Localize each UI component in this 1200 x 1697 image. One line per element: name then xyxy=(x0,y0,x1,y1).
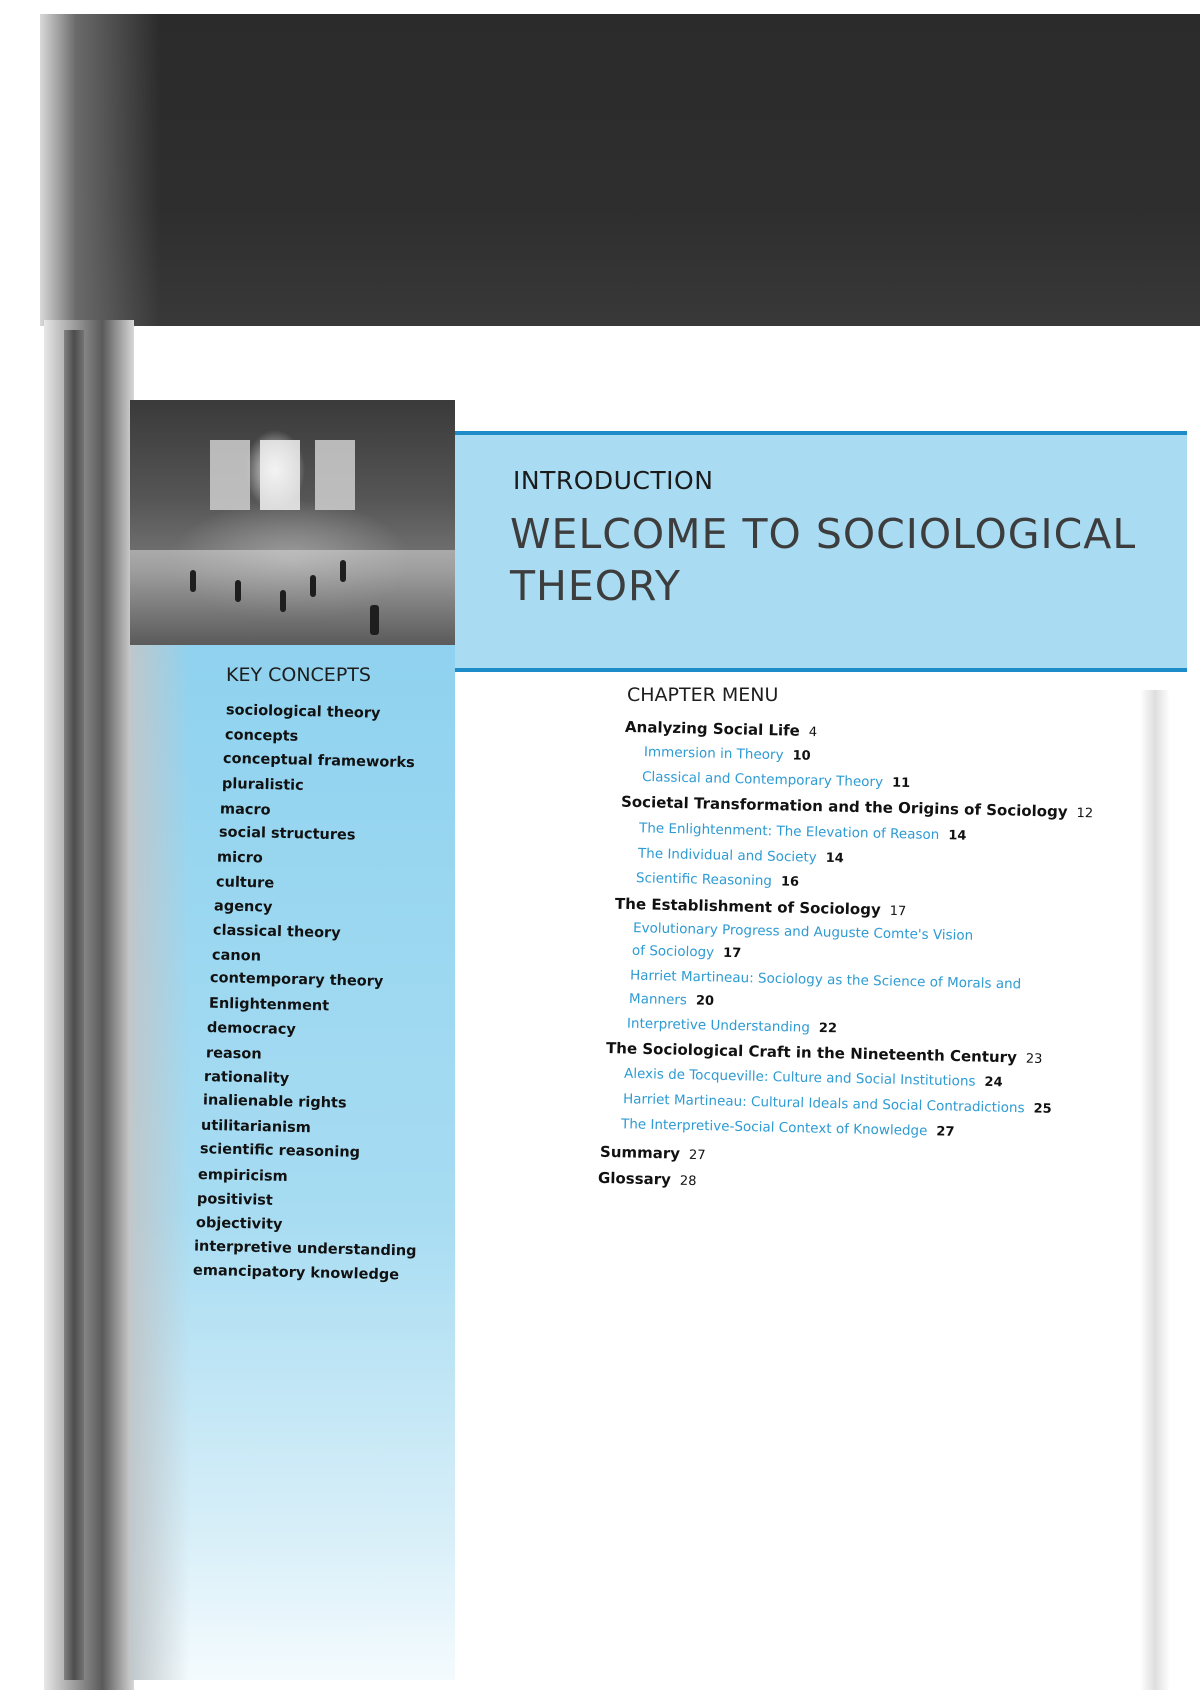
menu-section xyxy=(599,1143,705,1163)
menu-subsection xyxy=(642,769,910,791)
photo-figure xyxy=(370,605,379,635)
key-concept-item: utilitarianism xyxy=(201,1117,312,1137)
menu-page-number: 12 xyxy=(1075,805,1093,822)
menu-subsection xyxy=(628,991,713,1009)
key-concept-item: conceptual frameworks xyxy=(222,750,415,771)
station-concourse-photo xyxy=(130,400,455,645)
photo-figure xyxy=(280,590,286,612)
menu-section xyxy=(598,1169,697,1189)
menu-page-number: 27 xyxy=(936,1124,955,1140)
menu-page-number: 24 xyxy=(984,1074,1003,1091)
key-concept-item: inalienable rights xyxy=(202,1092,347,1113)
key-concept-item: contemporary theory xyxy=(209,970,384,991)
menu-entry-title: The Sociological Craft in the Nineteenth Century xyxy=(605,1039,1017,1067)
menu-subsection xyxy=(643,744,810,764)
scan-torn-edge xyxy=(40,14,160,366)
key-concept-item: sociological theory xyxy=(225,702,381,722)
menu-entry-title: Harriet Martineau: Sociology as the Science of Morals and xyxy=(629,967,1022,993)
menu-page-number: 14 xyxy=(825,850,844,867)
photo-window-center xyxy=(260,440,300,510)
menu-page-number: 27 xyxy=(688,1147,706,1164)
menu-entry-title: The Enlightenment: The Elevation of Reason xyxy=(638,820,940,844)
scan-dark-band xyxy=(40,14,1200,366)
key-concept-item: interpretive understanding xyxy=(193,1238,417,1260)
right-edge-shadow xyxy=(1140,690,1170,1690)
banner-rule-bottom xyxy=(455,668,1187,672)
menu-page-number: 17 xyxy=(722,945,741,962)
menu-subsection xyxy=(624,1066,1003,1091)
chapter-title-line-1: WELCOME TO SOCIOLOGICAL xyxy=(510,510,1137,558)
menu-subsection xyxy=(631,943,741,961)
key-concept-item: Enlightenment xyxy=(208,995,329,1015)
menu-entry-title: Analyzing Social Life xyxy=(624,717,801,740)
menu-entry-title: Evolutionary Progress and Auguste Comte's Vision xyxy=(632,920,974,944)
key-concept-item: macro xyxy=(220,801,271,819)
book-spine-shadow xyxy=(44,320,134,1690)
key-concept-item: emancipatory knowledge xyxy=(192,1262,399,1284)
menu-entry-title: of Sociology xyxy=(631,942,714,961)
key-concept-item: classical theory xyxy=(212,922,341,942)
page-top-margin xyxy=(40,326,1200,396)
sidebar-shadow xyxy=(130,640,190,1680)
menu-page-number: 4 xyxy=(808,724,818,741)
menu-page-number: 25 xyxy=(1032,1101,1052,1117)
menu-page-number: 17 xyxy=(889,903,906,920)
menu-page-number: 16 xyxy=(780,874,800,890)
key-concept-item: objectivity xyxy=(195,1215,283,1234)
key-concept-item: empiricism xyxy=(198,1166,289,1185)
menu-page-number: 10 xyxy=(791,748,811,764)
key-concept-item: social structures xyxy=(218,824,356,844)
banner-rule-top xyxy=(455,431,1187,435)
menu-subsection xyxy=(627,1016,837,1037)
chapter-menu-heading: CHAPTER MENU xyxy=(627,684,779,706)
menu-entry-title: Scientific Reasoning xyxy=(635,870,773,890)
key-concept-item: reason xyxy=(205,1044,262,1063)
chapter-label: INTRODUCTION xyxy=(513,466,714,495)
menu-section xyxy=(625,718,818,740)
chapter-title-line-2: THEORY xyxy=(510,562,681,610)
menu-section xyxy=(614,895,906,920)
menu-subsection xyxy=(630,968,1022,993)
menu-subsection xyxy=(637,846,843,867)
key-concept-item: concepts xyxy=(224,727,298,746)
menu-entry-title: Immersion in Theory xyxy=(643,744,784,764)
menu-page-number: 23 xyxy=(1025,1051,1043,1067)
menu-page-number: 20 xyxy=(695,993,714,1009)
menu-subsection xyxy=(621,1116,955,1140)
key-concept-item: canon xyxy=(211,947,261,965)
menu-page-number: 14 xyxy=(948,828,967,844)
key-concept-item: pluralistic xyxy=(221,776,304,795)
menu-subsection xyxy=(633,920,974,944)
book-gutter xyxy=(64,330,84,1680)
menu-entry-title: Summary xyxy=(599,1142,680,1163)
photo-window-right xyxy=(315,440,355,510)
menu-entry-title: Harriet Martineau: Cultural Ideals and Social Contradictions xyxy=(622,1091,1025,1117)
menu-section xyxy=(620,793,1092,822)
menu-entry-title: Manners xyxy=(628,991,687,1009)
menu-entry-title: Glossary xyxy=(597,1168,672,1189)
photo-figure xyxy=(190,570,196,592)
menu-page-number: 22 xyxy=(818,1020,838,1037)
key-concept-item: culture xyxy=(215,874,275,892)
menu-page-number: 11 xyxy=(891,775,911,792)
chapter-title xyxy=(510,508,1150,612)
menu-entry-title: The Individual and Society xyxy=(637,845,817,866)
photo-window-left xyxy=(210,440,250,510)
photo-figure xyxy=(340,560,346,582)
key-concept-item: agency xyxy=(214,898,273,916)
menu-section xyxy=(605,1039,1042,1067)
photo-figure xyxy=(235,580,241,602)
menu-entry-title: The Interpretive-Social Context of Knowledge xyxy=(620,1116,928,1140)
key-concepts-heading: KEY CONCEPTS xyxy=(226,664,371,686)
photo-figure xyxy=(310,575,316,597)
menu-entry-title: Alexis de Tocqueville: Culture and Social Institutions xyxy=(623,1065,976,1090)
key-concept-item: positivist xyxy=(196,1191,273,1209)
menu-subsection xyxy=(639,820,967,843)
key-concept-item: scientific reasoning xyxy=(199,1141,361,1162)
key-concept-item: rationality xyxy=(204,1069,290,1087)
key-concept-item: democracy xyxy=(206,1020,297,1039)
menu-entry-title: The Establishment of Sociology xyxy=(614,894,881,919)
menu-entry-title: Interpretive Understanding xyxy=(626,1015,811,1036)
menu-page-number: 28 xyxy=(679,1173,697,1190)
menu-entry-title: Societal Transformation and the Origins of Sociology xyxy=(620,792,1068,821)
menu-subsection xyxy=(636,870,799,890)
photo-floor xyxy=(130,550,455,645)
menu-entry-title: Classical and Contemporary Theory xyxy=(641,768,884,791)
key-concept-item: micro xyxy=(217,849,264,867)
menu-subsection xyxy=(622,1091,1051,1117)
